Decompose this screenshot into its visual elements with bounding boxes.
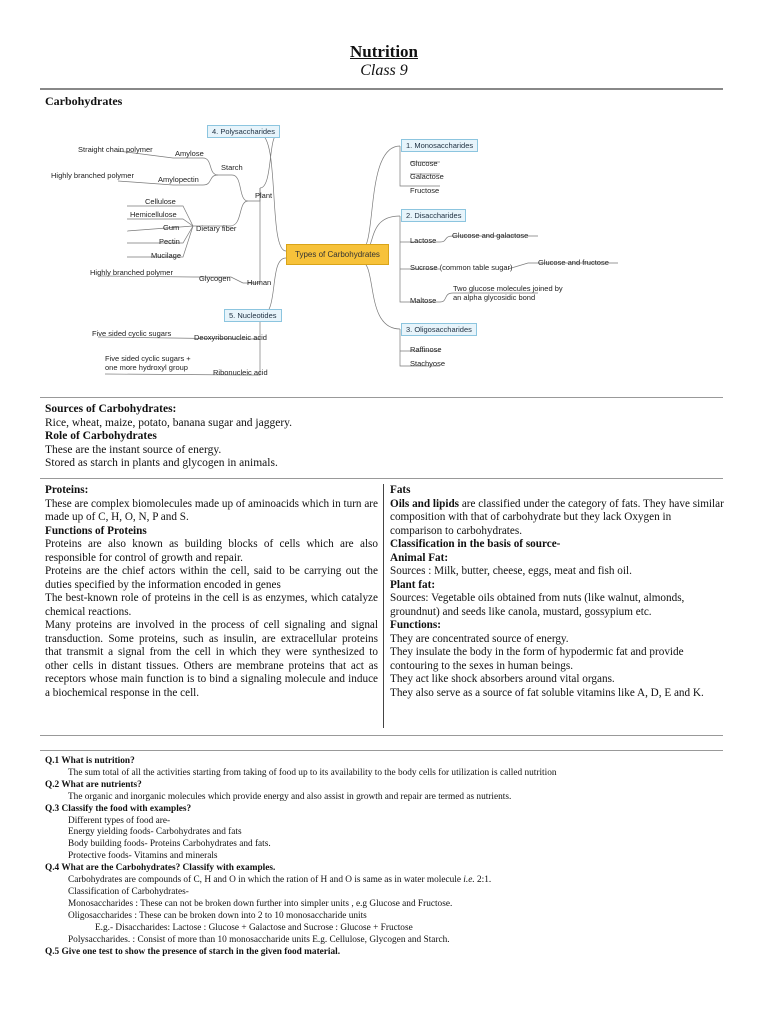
divider (40, 397, 723, 398)
human-label: Human (247, 278, 272, 287)
maltose-label: Maltose (410, 296, 437, 305)
carbohydrates-heading: Carbohydrates (45, 94, 123, 108)
proteins-para-4: Many proteins are involved in the process of cell signaling and signal transduction. Some proteins, such as insulin, are extracellular proteins that transmit a signal from the cell in which they were synthesized to other cells in distant tissues. Others are membrane proteins that act as receptors whose main function is to bind a signaling molecule and induce a biochemical response in the cell. (45, 619, 378, 699)
answer-4-text: Carbohydrates are compounds of C, H and O in which the ration of H and O is same as in water molecule (68, 875, 464, 886)
five-sided-plus-label: Five sided cyclic sugars + (105, 354, 191, 363)
fat-function-4: They also serve as a source of fat soluble vitamins like A, D, E and K. (390, 686, 704, 699)
maltose-desc-1-label: Two glucose molecules joined by (453, 284, 563, 293)
raffinose-label: Raffinose (410, 345, 442, 354)
answer-3-line-2: Energy yielding foods- Carbohydrates and fats (68, 827, 242, 838)
animal-fat-text: Sources : Milk, butter, cheese, eggs, meat and fish oil. (390, 565, 632, 577)
fats-intro: are classified under the category of fats. They have similar composition with that of carbohydrate but they lack Oxygen in comparison to carbohydrates. (390, 497, 724, 537)
proteins-heading: Proteins: (45, 484, 89, 496)
five-sided-cyclic-sugars-label: Five sided cyclic sugars (92, 329, 172, 338)
page-title: Nutrition (350, 42, 418, 61)
maltose-desc-2-label: an alpha glycosidic bond (453, 293, 536, 302)
ribonucleic-acid-label: Ribonucleic acid (213, 368, 268, 377)
role-heading: Role of Carbohydrates (45, 430, 157, 442)
hemicellulose-label: Hemicellulose (130, 210, 177, 219)
mucilage-label: Mucilage (151, 251, 182, 260)
nucleotides-node: 5. Nucleotides (224, 309, 282, 322)
hydroxyl-group-label: one more hydroxyl group (105, 363, 188, 372)
sources-text: Rice, wheat, maize, potato, banana sugar and jaggery. (45, 416, 293, 429)
monosaccharides-node: 1. Monosaccharides (401, 139, 478, 152)
answer-4-line-3: Monosaccharides : These can not be broken down further into simpler units , e.g Glucose and Fructose. (68, 898, 453, 909)
answer-4-line-4: Oligosaccharides : These can be broken down into 2 to 10 monosaccharide units (68, 910, 367, 921)
functions-of-proteins-heading: Functions of Proteins (45, 524, 147, 537)
amylose-label: Amylose (175, 149, 204, 158)
fat-functions-heading: Functions: (390, 619, 441, 631)
column-divider (383, 484, 384, 728)
question-1: Q.1 What is nutrition? (45, 756, 135, 766)
oils-and-lipids-term: Oils and lipids (390, 497, 460, 510)
answer-1: The sum total of all the activities starting from taking of food up to its availability to the body cells for utilization is called nutrition (68, 767, 557, 778)
sucrose-label: Sucrose (common table sugar) (410, 263, 513, 272)
straight-chain-polymer-label: Straight chain polymer (78, 145, 153, 154)
cellulose-label: Cellulose (145, 197, 176, 206)
plant-fat-text: Sources: Vegetable oils obtained from nuts (like walnut, almonds, groundnut) and seeds like canola, mustard, gossypium etc. (390, 592, 685, 618)
divider (40, 750, 723, 751)
proteins-column (45, 484, 378, 700)
answer-3-line-4: Protective foods- Vitamins and minerals (68, 851, 218, 862)
divider (40, 478, 723, 479)
answer-4-line-1 (45, 875, 735, 887)
answer-4-line-5: E.g.- Disaccharides: Lactose : Glucose + Galactose and Sucrose : Glucose + Fructose (95, 922, 413, 933)
pectin-label: Pectin (159, 237, 180, 246)
proteins-para-2: Proteins are the chief actors within the cell, said to be carrying out the duties specified by the information encoded in genes (45, 565, 378, 591)
answer-3-line-3: Body building foods- Proteins Carbohydrates and fats. (68, 839, 271, 850)
plant-label: Plant (255, 191, 273, 200)
proteins-intro: These are complex biomolecules made up of aminoacids which in turn are made up of C, H, O, N, P and S. (45, 497, 378, 523)
question-3: Q.3 Classify the food with examples? (45, 803, 192, 814)
polysaccharides-node: 4. Polysaccharides (207, 125, 280, 138)
carbohydrate-mindmap (48, 118, 648, 388)
fats-column (390, 484, 725, 700)
answer-4-line-2: Classification of Carbohydrates- (68, 886, 189, 897)
highly-branched-polymer-label-2: Highly branched polymer (90, 268, 173, 277)
sources-section (45, 403, 292, 471)
plant-fat-heading: Plant fat: (390, 578, 436, 591)
answer-2: The organic and inorganic molecules which provide energy and also assist in growth and repair are termed as nutrients. (68, 791, 512, 802)
glucose-label: Glucose (410, 159, 438, 168)
page-subtitle: Class 9 (360, 62, 408, 79)
amylopectin-label: Amylopectin (158, 175, 199, 184)
gum-label: Gum (163, 223, 180, 232)
ratio-text: 2:1. (474, 875, 492, 886)
question-2: Q.2 What are nutrients? (45, 779, 142, 790)
divider (40, 735, 723, 736)
glycogen-label: Glycogen (199, 274, 231, 283)
fat-function-3: They act like shock absorbers around vital organs. (390, 673, 615, 685)
question-4: Q.4 What are the Carbohydrates? Classify with examples. (45, 863, 276, 874)
divider (40, 88, 723, 90)
role-text-1: These are the instant source of energy. (45, 443, 222, 456)
ie-abbrev: i.e. (463, 875, 475, 886)
question-5: Q.5 Give one test to show the presence of starch in the given food material. (45, 946, 341, 957)
fats-heading: Fats (390, 484, 411, 496)
fat-function-2: They insulate the body in the form of hypodermic fat and provide contouring to the sexes in human beings. (390, 646, 684, 672)
types-of-carbohydrates-node: Types of Carbohydrates (286, 244, 389, 265)
role-text-2: Stored as starch in plants and glycogen in animals. (45, 457, 278, 469)
lactose-label: Lactose (410, 236, 437, 245)
deoxyribonucleic-acid-label: Deoxyribonucleic acid (194, 333, 267, 342)
animal-fat-heading: Animal Fat: (390, 551, 449, 564)
stachyose-label: Stachyose (410, 359, 446, 368)
lactose-desc-label: Glucose and galactose (452, 231, 529, 240)
fat-function-1: They are concentrated source of energy. (390, 632, 569, 645)
fructose-label: Fructose (410, 186, 440, 195)
disaccharides-node: 2. Disaccharides (401, 209, 466, 222)
sources-heading: Sources of Carbohydrates: (45, 403, 177, 415)
dietary-fiber-label: Dietary fiber (196, 224, 237, 233)
proteins-para-1: Proteins are also known as building blocks of cells which are also responsible for control of growth and repair. (45, 538, 378, 564)
highly-branched-polymer-label: Highly branched polymer (51, 171, 134, 180)
sucrose-desc-label: Glucose and fructose (538, 258, 609, 267)
classification-heading: Classification in the basis of source- (390, 538, 561, 550)
answer-3-line-1: Different types of food are- (68, 815, 171, 826)
starch-label: Starch (221, 163, 243, 172)
answer-4-line-6: Polysaccharides. : Consist of more than 10 monosaccharide units E.g. Cellulose, Glycogen and Starch. (68, 934, 450, 945)
galactose-label: Galactose (410, 172, 444, 181)
oligosaccharides-node: 3. Oligosaccharides (401, 323, 477, 336)
question-answer-section (45, 756, 735, 958)
proteins-para-3: The best-known role of proteins in the cell is as enzymes, which catalyze chemical reactions. (45, 592, 378, 618)
